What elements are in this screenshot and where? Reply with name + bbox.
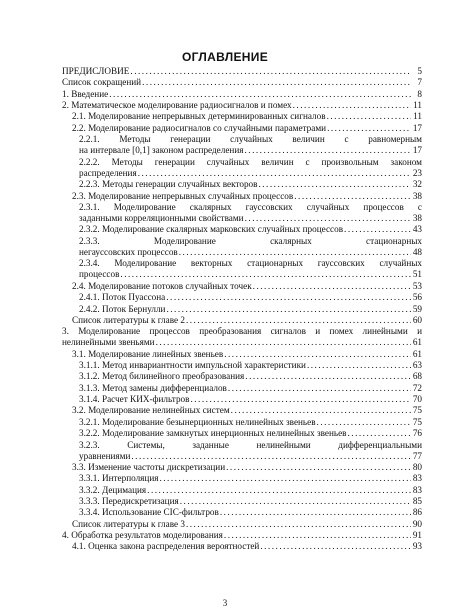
toc-dot-leader bbox=[244, 145, 411, 156]
toc-entry[interactable] bbox=[62, 473, 422, 484]
toc-entry-title-continued: на интервале [0,1] законом распределения bbox=[79, 145, 244, 156]
toc-dot-leader bbox=[156, 337, 411, 348]
toc-entry-title: 3.2.1. Моделирование безынерционных нелинейных звеньев bbox=[79, 416, 316, 427]
toc-dot-leader bbox=[231, 405, 411, 416]
toc-entry[interactable] bbox=[62, 496, 422, 507]
toc-entry-page: 76 bbox=[412, 428, 422, 439]
toc-entry-title: 3.2.2. Моделирование замкнутых инерционных нелинейных звеньев bbox=[79, 428, 347, 439]
toc-entry-continuation bbox=[79, 451, 422, 462]
toc-dot-leader bbox=[317, 417, 411, 428]
toc-entry-title: 2.2.2. Методы генерации случайных величин с произвольным законом bbox=[79, 156, 422, 167]
toc-entry[interactable] bbox=[62, 111, 422, 122]
toc-dot-leader bbox=[180, 496, 411, 507]
toc-entry-title-continued: процессов bbox=[79, 269, 120, 280]
toc-entry-page: 85 bbox=[412, 496, 422, 507]
toc-entry-page: 80 bbox=[412, 462, 422, 473]
toc-entry-title: 2.3.3. Моделирование скалярных стационарных bbox=[79, 235, 422, 246]
toc-entry[interactable] bbox=[62, 530, 422, 541]
toc-entry-title: Список литературы к главе 3 bbox=[72, 518, 185, 529]
toc-entry-continuation bbox=[79, 168, 422, 179]
toc-entry-page: 61 bbox=[412, 337, 422, 348]
toc-entry-title: 3.1.2. Метод билинейного преобразования bbox=[79, 371, 245, 382]
toc-entry-title: 3.3.3. Передискретизация bbox=[79, 496, 179, 507]
toc-entry-title-continued: заданными корреляционными свойствами bbox=[79, 213, 244, 224]
toc-dot-leader bbox=[258, 179, 411, 190]
toc-entry-page: 75 bbox=[412, 416, 422, 427]
toc-entry-title: 3. Моделирование процессов преобразования сигналов и помех линейными и bbox=[62, 326, 422, 337]
toc-entry-page: 91 bbox=[412, 530, 422, 541]
table-of-contents bbox=[62, 66, 422, 553]
toc-entry-title: 4. Обработка результатов моделирования bbox=[62, 530, 223, 541]
toc-entry-title: 2. Математическое моделирование радиосигналов и помех bbox=[62, 100, 292, 111]
toc-entry-page: 86 bbox=[412, 507, 422, 518]
toc-entry-title: 3.1. Моделирование линейных звеньев bbox=[72, 348, 224, 359]
toc-entry-title: 3.1.4. Расчет КИХ-фильтров bbox=[79, 394, 190, 405]
toc-dot-leader bbox=[138, 168, 411, 179]
toc-entry-title: 2.4.2. Поток Бернулли bbox=[79, 303, 166, 314]
toc-entry-title: 3.1.3. Метод замены дифференциалов bbox=[79, 382, 227, 393]
toc-dot-leader bbox=[307, 360, 411, 371]
toc-entry-page: 17 bbox=[412, 122, 422, 133]
toc-entry[interactable] bbox=[62, 224, 422, 235]
toc-dot-leader bbox=[142, 77, 411, 88]
toc-entry-page: 83 bbox=[412, 473, 422, 484]
toc-entry-title: 2.3.2. Моделирование скалярных марковских случайных процессов bbox=[79, 224, 344, 235]
toc-entry[interactable] bbox=[62, 77, 422, 88]
toc-entry[interactable] bbox=[62, 281, 422, 292]
toc-entry-title: Список сокращений bbox=[62, 77, 142, 88]
toc-entry-title: 3.1.1. Метод инвариантности импульсной характеристики bbox=[79, 360, 306, 371]
toc-entry-page: 5 bbox=[417, 66, 422, 76]
toc-entry[interactable] bbox=[62, 428, 422, 439]
toc-entry-title: 2.2. Моделирование радиосигналов со случайными параметрами bbox=[72, 122, 327, 133]
toc-dot-leader bbox=[130, 66, 411, 77]
toc-entry-title: 2.1. Моделирование непрерывных детерминированных сигналов bbox=[72, 111, 326, 122]
toc-entry-page: 70 bbox=[412, 394, 422, 405]
toc-dot-leader bbox=[327, 123, 411, 134]
toc-dot-leader bbox=[109, 89, 411, 100]
toc-entry-title: 4.1. Оценка закона распределения вероятностей bbox=[72, 541, 260, 552]
toc-entry[interactable] bbox=[62, 304, 422, 315]
toc-dot-leader bbox=[260, 541, 411, 552]
toc-entry[interactable] bbox=[62, 258, 422, 280]
toc-entry-page: 32 bbox=[412, 179, 422, 190]
toc-entry-page: 38 bbox=[412, 190, 422, 201]
toc-entry-page: 43 bbox=[412, 224, 422, 235]
toc-entry-continuation bbox=[79, 145, 422, 156]
toc-entry[interactable] bbox=[62, 405, 422, 416]
toc-entry[interactable] bbox=[62, 349, 422, 360]
toc-entry[interactable] bbox=[62, 202, 422, 224]
toc-entry-title: 3.3.4. Использование CIC-фильтров bbox=[79, 507, 219, 518]
toc-entry-continuation bbox=[62, 337, 422, 348]
toc-entry[interactable] bbox=[62, 315, 422, 326]
toc-entry-page: 8 bbox=[417, 88, 422, 99]
toc-entry-title: 2.2.1. Методы генерации случайных величин с равномерным bbox=[79, 134, 422, 145]
toc-entry-title: 3.3. Изменение частоты дискретизации bbox=[72, 462, 226, 473]
toc-entry-continuation bbox=[79, 247, 422, 258]
toc-entry[interactable] bbox=[62, 394, 422, 405]
toc-entry-title: Список литературы к главе 2 bbox=[72, 314, 185, 325]
toc-dot-leader bbox=[344, 224, 411, 235]
toc-entry[interactable] bbox=[62, 383, 422, 394]
toc-entry-page: 83 bbox=[412, 484, 422, 495]
toc-entry-title: 2.3. Моделирование непрерывных случайных процессов bbox=[72, 190, 294, 201]
toc-entry-page: 38 bbox=[412, 213, 422, 224]
toc-entry[interactable] bbox=[62, 360, 422, 371]
toc-dot-leader bbox=[327, 111, 411, 122]
toc-entry-page: 72 bbox=[412, 382, 422, 393]
toc-entry-page: 63 bbox=[412, 360, 422, 371]
toc-entry[interactable] bbox=[62, 485, 422, 496]
toc-entry-title: 2.4.1. Поток Пуассона bbox=[79, 292, 166, 303]
toc-entry-title: 3.3.1. Интерполяция bbox=[79, 473, 159, 484]
toc-entry-page: 11 bbox=[413, 111, 422, 122]
toc-entry-page: 59 bbox=[412, 303, 422, 314]
toc-entry-page: 60 bbox=[412, 314, 422, 325]
toc-entry[interactable] bbox=[62, 417, 422, 428]
toc-entry[interactable] bbox=[62, 371, 422, 382]
toc-dot-leader bbox=[253, 281, 411, 292]
toc-entry[interactable] bbox=[62, 66, 422, 77]
toc-entry-continuation bbox=[79, 269, 422, 280]
toc-dot-leader bbox=[147, 485, 411, 496]
toc-dot-leader bbox=[159, 473, 411, 484]
toc-dot-leader bbox=[226, 462, 411, 473]
toc-entry[interactable] bbox=[62, 541, 422, 552]
toc-dot-leader bbox=[220, 507, 411, 518]
toc-entry-page: 23 bbox=[412, 167, 422, 178]
toc-entry-title-continued: распределения bbox=[79, 167, 137, 178]
toc-entry-page: 68 bbox=[412, 371, 422, 382]
toc-entry-title-continued: негауссовских процессов bbox=[79, 246, 178, 257]
toc-dot-leader bbox=[186, 519, 411, 530]
toc-entry-page: 77 bbox=[412, 450, 422, 461]
toc-entry[interactable] bbox=[62, 179, 422, 190]
toc-entry[interactable] bbox=[62, 462, 422, 473]
toc-entry[interactable] bbox=[62, 236, 422, 258]
toc-entry[interactable] bbox=[62, 292, 422, 303]
toc-entry-page: 11 bbox=[413, 100, 422, 111]
toc-entry-page: 90 bbox=[412, 518, 422, 529]
toc-entry[interactable] bbox=[62, 157, 422, 179]
toc-entry-page: 61 bbox=[412, 348, 422, 359]
toc-entry-title: 2.3.1. Моделирование скалярных гауссовских случайных процессов с bbox=[79, 201, 422, 212]
toc-entry-title: 2.2.3. Методы генерации случайных векторов bbox=[79, 179, 258, 190]
toc-entry-continuation bbox=[79, 213, 422, 224]
toc-entry[interactable] bbox=[62, 123, 422, 134]
toc-entry[interactable] bbox=[62, 507, 422, 518]
toc-entry[interactable] bbox=[62, 326, 422, 348]
toc-entry-page: 75 bbox=[412, 405, 422, 416]
toc-dot-leader bbox=[166, 304, 411, 315]
toc-dot-leader bbox=[228, 383, 411, 394]
toc-dot-leader bbox=[293, 100, 411, 111]
page-title: ОГЛАВЛЕНИЕ bbox=[181, 50, 268, 64]
toc-entry-page: 53 bbox=[412, 280, 422, 291]
toc-dot-leader bbox=[245, 213, 411, 224]
toc-entry-title: 3.2.3. Системы, заданные нелинейными дифференциальными bbox=[79, 439, 422, 450]
toc-dot-leader bbox=[348, 428, 412, 439]
toc-dot-leader bbox=[224, 349, 411, 360]
toc-entry-title: 2.3.4. Моделирование векторных стационарных гауссовских случайных bbox=[79, 258, 422, 269]
toc-dot-leader bbox=[120, 269, 411, 280]
toc-entry-title: 3.2. Моделирование нелинейных систем bbox=[72, 405, 230, 416]
toc-entry-title: 1. Введение bbox=[62, 88, 109, 99]
toc-entry-page: 7 bbox=[417, 77, 422, 88]
toc-entry[interactable] bbox=[62, 134, 422, 156]
toc-dot-leader bbox=[166, 292, 411, 303]
toc-entry-page: 48 bbox=[412, 246, 422, 257]
toc-dot-leader bbox=[294, 191, 411, 202]
toc-entry[interactable] bbox=[62, 440, 422, 462]
toc-entry-title-continued: уравнениями bbox=[79, 450, 131, 461]
toc-entry-page: 17 bbox=[412, 145, 422, 156]
toc-entry[interactable] bbox=[62, 100, 422, 111]
toc-entry[interactable] bbox=[62, 191, 422, 202]
toc-dot-leader bbox=[131, 451, 411, 462]
toc-dot-leader bbox=[179, 247, 411, 258]
toc-entry-title: 3.3.2. Децимация bbox=[79, 484, 147, 495]
toc-entry-title: ПРЕДИСЛОВИЕ bbox=[62, 66, 130, 76]
toc-dot-leader bbox=[186, 315, 411, 326]
toc-entry[interactable] bbox=[62, 519, 422, 530]
toc-dot-leader bbox=[245, 371, 411, 382]
toc-entry-page: 93 bbox=[412, 541, 422, 552]
toc-entry[interactable] bbox=[62, 89, 422, 100]
toc-entry-title-continued: нелинейными звеньями bbox=[62, 337, 155, 348]
toc-dot-leader bbox=[190, 394, 411, 405]
toc-entry-page: 56 bbox=[412, 292, 422, 303]
toc-entry-title: 2.4. Моделирование потоков случайных точек bbox=[72, 280, 252, 291]
toc-entry-page: 51 bbox=[412, 269, 422, 280]
toc-dot-leader bbox=[224, 530, 411, 541]
page-number: 3 bbox=[222, 598, 228, 608]
